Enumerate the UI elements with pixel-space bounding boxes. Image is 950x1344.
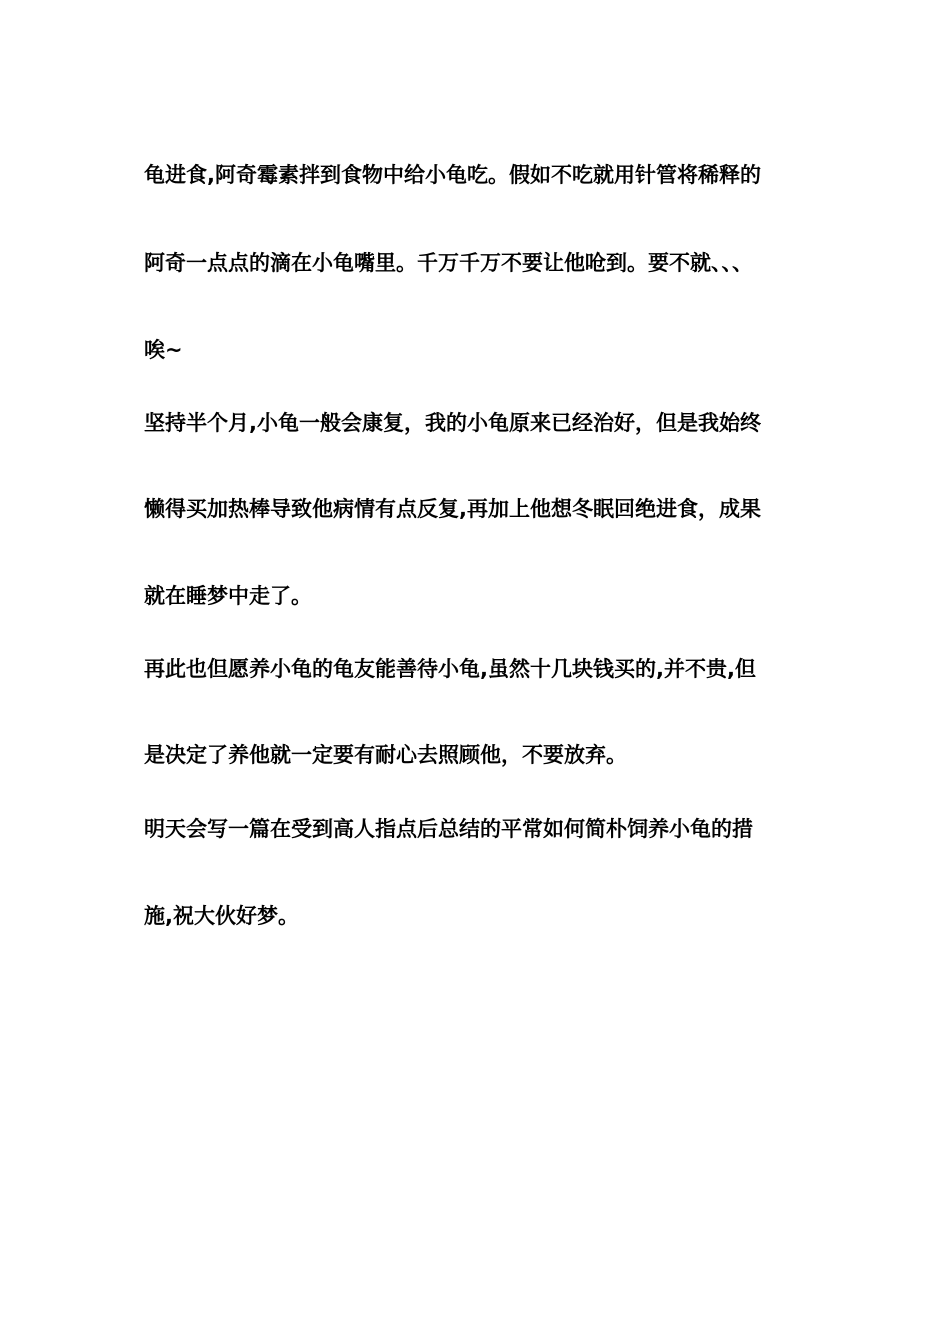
text-line: 明天会写一篇在受到高人指点后总结的平常如何简朴饲养小龟的措 [144, 817, 753, 841]
text-line: 再此也但愿养小龟的龟友能善待小龟,虽然十几块钱买的,并不贵,但 [144, 657, 756, 681]
text-line: 唉~ [144, 338, 183, 362]
text-line: 龟进食,阿奇霉素拌到食物中给小龟吃。假如不吃就用针管将稀释的 [144, 163, 761, 187]
text-line: 施,祝大伙好梦。 [144, 904, 299, 928]
text-line: 是决定了养他就一定要有耐心去照顾他，不要放弃。 [144, 743, 627, 767]
text-line: 懒得买加热棒导致他病情有点反复,再加上他想冬眠回绝进食，成果 [144, 497, 761, 521]
text-line: 阿奇一点点的滴在小龟嘴里。千万千万不要让他呛到。要不就、、、 [144, 251, 753, 275]
text-line: 坚持半个月,小龟一般会康复，我的小龟原来已经治好，但是我始终 [144, 411, 761, 435]
text-line: 就在睡梦中走了。 [144, 584, 312, 608]
